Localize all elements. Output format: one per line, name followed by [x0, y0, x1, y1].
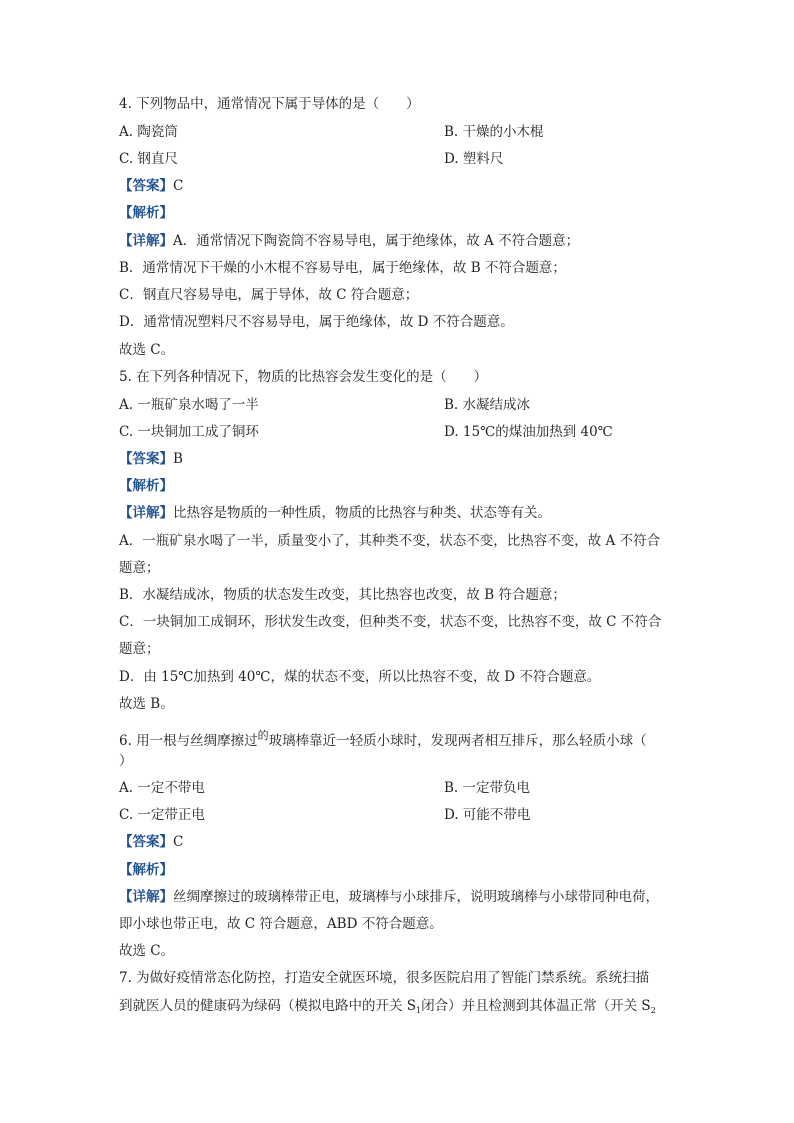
- q4-analysis-tag: 【解析】: [119, 205, 173, 221]
- q5-detail-1: 题意；: [119, 560, 160, 576]
- q5-conclusion: 故选 B。: [119, 696, 174, 712]
- answer-tag: 【答案】: [119, 178, 173, 194]
- q4-detail-3: D．通常情况塑料尺不容易导电，属于绝缘体，故 D 不符合题意。: [119, 314, 514, 330]
- q4-detail-2: C．钢直尺容易导电，属于导体，故 C 符合题意；: [119, 287, 419, 303]
- answer-tag: 【答案】: [119, 451, 173, 467]
- q4-option-c: C. 钢直尺: [119, 151, 178, 167]
- answer-value: C: [173, 834, 184, 850]
- q5-detail-0: A．一瓶矿泉水喝了一半，质量变小了，其种类不变，状态不变，比热容不变，故 A 不符合: [119, 533, 661, 549]
- q5-stem: 5. 在下列各种情况下，物质的比热容会发生变化的是（ ）: [119, 369, 488, 385]
- q5-detail-4: 题意；: [119, 641, 160, 657]
- q4-detail-0: 【详解】A．通常情况下陶瓷筒不容易导电，属于绝缘体，故 A 不符合题意；: [119, 233, 580, 249]
- q6-detail-first: 【详解】丝绸摩擦过的玻璃棒带正电，玻璃棒与小球排斥，说明玻璃棒与小球带同种电荷，: [119, 889, 659, 905]
- q6-option-d: D. 可能不带电: [444, 807, 531, 823]
- detail-tag: 【详解】: [119, 505, 173, 521]
- q5-detail-5: D．由 15℃加热到 40℃，煤的状态不变，所以比热容不变，故 D 不符合题意。: [119, 669, 601, 685]
- q6-option-c: C. 一定带正电: [119, 807, 205, 823]
- q5-analysis-tag: 【解析】: [119, 478, 173, 494]
- q5-option-c: C. 一块铜加工成了铜环: [119, 424, 259, 440]
- q6-detail-0: 即小球也带正电，故 C 符合题意，ABD 不符合题意。: [119, 916, 443, 932]
- q4-answer: [119, 176, 183, 196]
- q6-option-b: B. 一定带负电: [444, 780, 531, 796]
- q6-conclusion: 故选 C。: [119, 943, 175, 959]
- answer-value: B: [173, 451, 183, 467]
- detail-tag: 【详解】: [119, 889, 173, 905]
- q5-option-b: B. 水凝结成冰: [444, 397, 531, 413]
- q6-option-a: A. 一定不带电: [119, 780, 205, 796]
- q5-detail-3: C．一块铜加工成铜环，形状发生改变，但种类不变，状态不变，比热容不变，故 C 不符合: [119, 614, 662, 630]
- q4-option-d: D. 塑料尺: [444, 151, 504, 167]
- q6-stem-sup: 的: [257, 729, 269, 742]
- q6-stem: 6. 用一根与丝绸摩擦过$^的$玻璃棒靠近一轻质小球时，发现两者相互排斥，那么轻质小球（: [119, 729, 647, 749]
- q6-analysis-tag: 【解析】: [119, 862, 173, 878]
- q4-detail-1: B．通常情况下干燥的小木棍不容易导电，属于绝缘体，故 B 不符合题意；: [119, 260, 566, 276]
- q6-stem-close: ）: [119, 753, 133, 769]
- q4-option-b: B. 干燥的小木棍: [444, 124, 544, 140]
- q5-answer: [119, 449, 183, 469]
- q5-detail-first: 【详解】比热容是物质的一种性质，物质的比热容与种类、状态等有关。: [119, 505, 551, 521]
- q7-line-2: 到就医人员的健康码为绿码（模拟电路中的开关 $S_1$闭合）并且检测到其体温正常（开关 $S_2$: [119, 998, 656, 1015]
- q7-line-1: 7. 为做好疫情常态化防控，打造安全就医环境，很多医院启用了智能门禁系统。系统扫描: [119, 970, 650, 986]
- q4-stem: 4. 下列物品中，通常情况下属于导体的是（ ）: [119, 96, 420, 112]
- detail-tag: 【详解】: [119, 233, 173, 249]
- q6-answer: [119, 832, 183, 852]
- q4-conclusion: 故选 C。: [119, 342, 175, 358]
- q5-option-d: D. 15℃的煤油加热到 40℃: [444, 424, 613, 440]
- q5-option-a: A. 一瓶矿泉水喝了一半: [119, 397, 259, 413]
- answer-value: C: [173, 178, 184, 194]
- q5-detail-2: B．水凝结成冰，物质的状态发生改变，其比热容也改变，故 B 符合题意；: [119, 587, 566, 603]
- answer-tag: 【答案】: [119, 834, 173, 850]
- q4-option-a: A. 陶瓷筒: [119, 124, 178, 140]
